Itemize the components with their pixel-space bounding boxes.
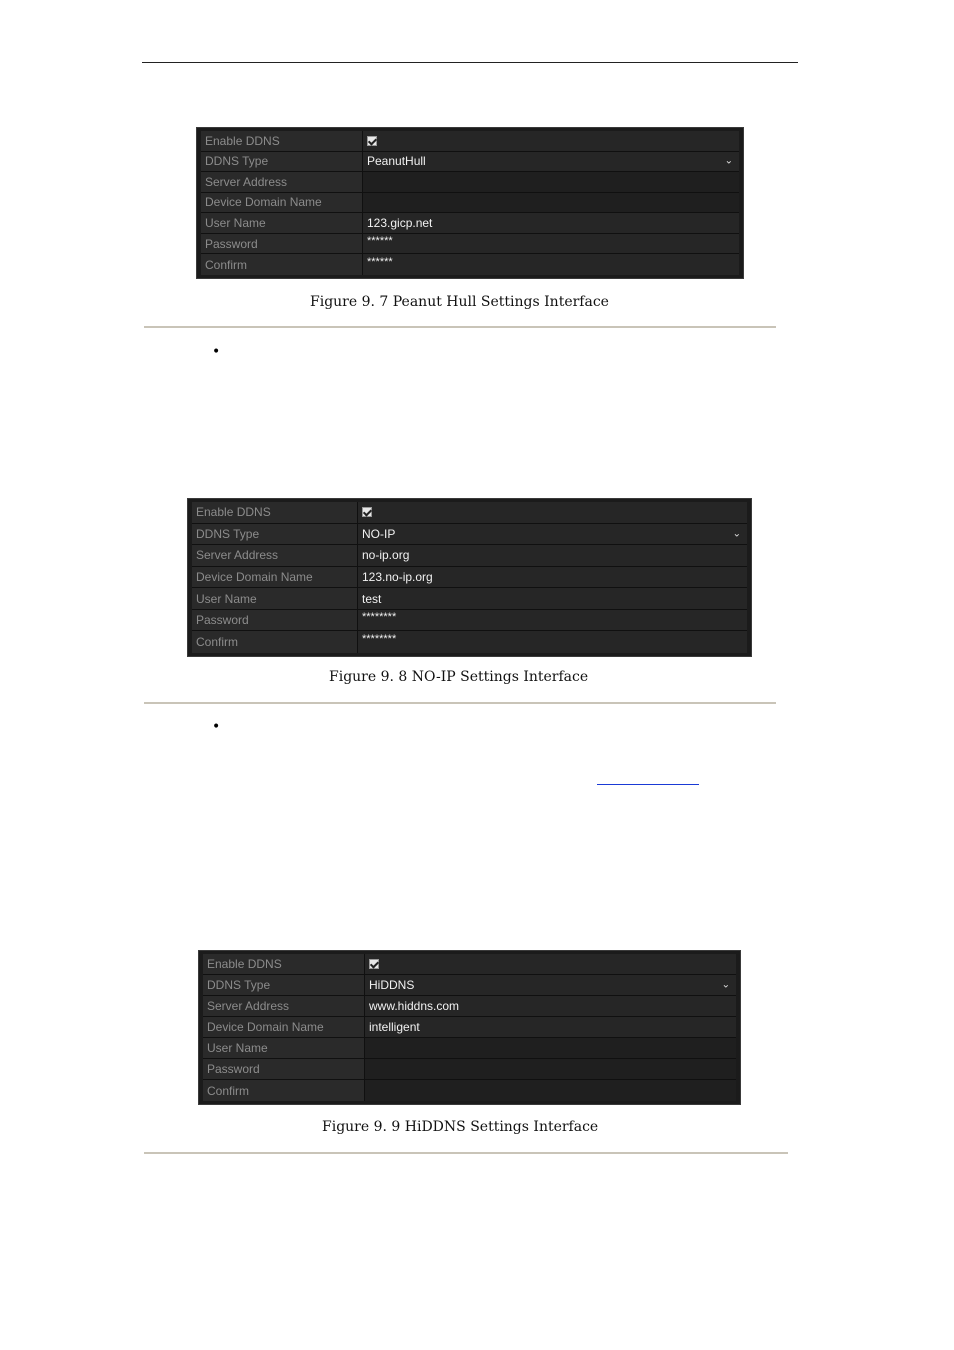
setting-row-ddns-type <box>203 975 736 996</box>
ddns-type-value: NO-IP <box>362 526 396 541</box>
setting-label: User Name <box>201 213 363 233</box>
setting-row-server-address <box>192 545 747 567</box>
section-divider <box>144 1152 788 1154</box>
bullet: • <box>212 344 221 360</box>
bullet: • <box>212 719 221 735</box>
setting-label: Password <box>203 1059 365 1079</box>
setting-label: Device Domain Name <box>203 1017 365 1037</box>
setting-label: Server Address <box>201 172 363 192</box>
confirm-value: ****** <box>367 255 393 268</box>
device-domain-name-input[interactable] <box>365 1017 736 1037</box>
setting-row-enable-ddns <box>203 954 736 975</box>
user-name-value: 123.gicp.net <box>367 216 433 231</box>
setting-label: Enable DDNS <box>203 954 365 974</box>
header-rule <box>142 62 798 63</box>
figure-caption: Figure 9. 7 Peanut Hull Settings Interface <box>310 294 609 310</box>
setting-label: Server Address <box>203 996 365 1016</box>
server-address-value: no-ip.org <box>362 548 410 563</box>
figure-caption: Figure 9. 8 NO-IP Settings Interface <box>329 669 589 685</box>
user-name-input[interactable] <box>363 213 739 233</box>
setting-row-password <box>192 610 747 632</box>
enable-ddns-checkbox[interactable] <box>369 959 379 969</box>
password-input[interactable] <box>365 1059 736 1079</box>
ddns-type-value: HiDDNS <box>369 978 415 992</box>
setting-row-confirm <box>203 1080 736 1101</box>
device-domain-name-value: 123.no-ip.org <box>362 569 433 584</box>
setting-label: DDNS Type <box>192 524 358 545</box>
ddns-type-value: PeanutHull <box>367 154 426 169</box>
setting-label: DDNS Type <box>203 975 365 995</box>
setting-row-password <box>201 234 739 255</box>
setting-label: Password <box>192 610 358 631</box>
enable-ddns-checkbox-cell[interactable] <box>358 502 747 523</box>
chevron-down-icon[interactable]: ⌄ <box>721 979 730 991</box>
peanuthull-settings-panel <box>196 127 744 279</box>
setting-row-user-name <box>203 1038 736 1059</box>
user-name-input[interactable] <box>365 1038 736 1058</box>
ddns-type-select[interactable] <box>363 152 739 172</box>
setting-row-ddns-type <box>201 152 739 173</box>
setting-label: Server Address <box>192 545 358 566</box>
setting-label: Confirm <box>203 1080 365 1101</box>
setting-row-confirm <box>201 254 739 275</box>
setting-label: Enable DDNS <box>201 131 363 151</box>
enable-ddns-checkbox-cell[interactable] <box>363 131 739 151</box>
confirm-input[interactable] <box>363 254 739 275</box>
chevron-down-icon[interactable]: ⌄ <box>732 528 741 540</box>
section-divider <box>144 326 776 328</box>
enable-ddns-checkbox[interactable] <box>362 507 372 517</box>
setting-row-confirm <box>192 631 747 653</box>
ddns-type-select[interactable] <box>365 975 736 995</box>
user-name-value: test <box>362 591 382 606</box>
setting-row-ddns-type <box>192 524 747 546</box>
password-value: ****** <box>367 234 393 247</box>
device-domain-name-input[interactable] <box>363 193 739 213</box>
confirm-value: ******** <box>362 633 397 646</box>
section-divider <box>144 702 776 704</box>
server-address-input[interactable] <box>358 545 747 566</box>
confirm-input[interactable] <box>365 1080 736 1101</box>
setting-row-user-name <box>192 588 747 610</box>
setting-label: Confirm <box>192 631 358 653</box>
confirm-input[interactable] <box>358 631 747 653</box>
server-address-input[interactable] <box>363 172 739 192</box>
hiddns-settings-panel <box>198 950 741 1105</box>
enable-ddns-checkbox-cell[interactable] <box>365 954 736 974</box>
setting-label: Device Domain Name <box>201 193 363 213</box>
setting-label: Enable DDNS <box>192 502 358 523</box>
setting-row-enable-ddns <box>201 131 739 152</box>
password-value: ******** <box>362 611 397 624</box>
password-input[interactable] <box>363 234 739 254</box>
setting-row-user-name <box>201 213 739 234</box>
figure-caption: Figure 9. 9 HiDDNS Settings Interface <box>322 1119 599 1135</box>
setting-label: User Name <box>192 588 358 609</box>
password-input[interactable] <box>358 610 747 631</box>
setting-row-password <box>203 1059 736 1080</box>
enable-ddns-checkbox[interactable] <box>367 136 377 146</box>
hyperlink-underline[interactable] <box>597 784 699 785</box>
user-name-input[interactable] <box>358 588 747 609</box>
device-domain-name-input[interactable] <box>358 567 747 588</box>
server-address-input[interactable] <box>365 996 736 1016</box>
setting-row-server-address <box>203 996 736 1017</box>
setting-row-server-address <box>201 172 739 193</box>
device-domain-name-value: intelligent <box>369 1020 420 1034</box>
setting-row-device-domain-name <box>201 193 739 214</box>
noip-settings-panel <box>187 498 752 657</box>
setting-label: Confirm <box>201 254 363 275</box>
setting-row-enable-ddns <box>192 502 747 524</box>
setting-label: Password <box>201 234 363 254</box>
setting-label: User Name <box>203 1038 365 1058</box>
setting-label: DDNS Type <box>201 152 363 172</box>
ddns-type-select[interactable] <box>358 524 747 545</box>
setting-row-device-domain-name <box>192 567 747 589</box>
server-address-value: www.hiddns.com <box>369 999 460 1013</box>
setting-row-device-domain-name <box>203 1017 736 1038</box>
chevron-down-icon[interactable]: ⌄ <box>724 155 733 167</box>
setting-label: Device Domain Name <box>192 567 358 588</box>
